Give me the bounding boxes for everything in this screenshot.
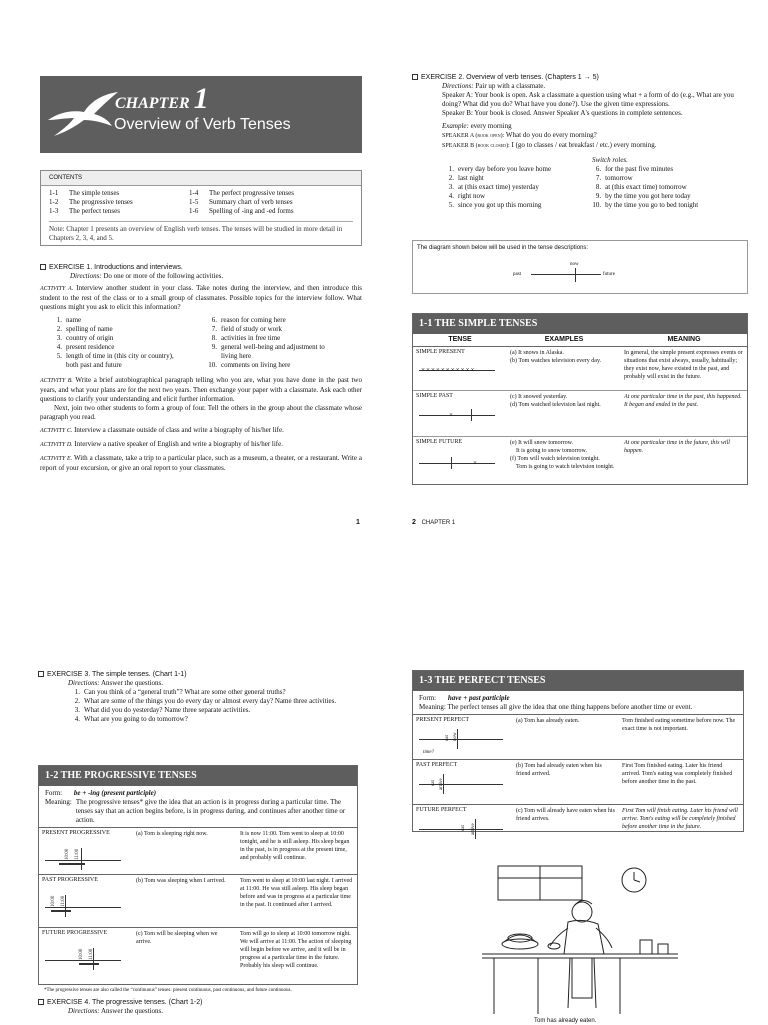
table-row: PRESENT PERFECT eat now time? (a) Tom has already eaten. Tom finished eating sometime before now. The exact time is not important.: [413, 714, 743, 759]
topic-item: 5. length of time in (this city or country), both past and future: [56, 352, 174, 369]
checkbox-icon[interactable]: [38, 671, 44, 677]
table-row: SIMPLE FUTURE × (e) It will snow tomorrow. It is going to snow tomorrow. (f) Tom will watch television tonight. Tom is going to watch television tonight. At one particular time in the future, this will happen.: [416, 439, 730, 470]
contents-box: [40, 170, 362, 246]
topic-item: 9. general well-being and adjustment to living here: [211, 343, 325, 360]
topic-item: 3. country of origin: [56, 334, 114, 342]
chart-title: 1-3 THE PERFECT TENSES: [413, 671, 743, 691]
contents-item: 1-6 Spelling of -ing and -ed forms: [189, 207, 294, 215]
question-item: 3. What did you do yesterday? Name three separate activities.: [74, 706, 251, 714]
diagram-caption: The diagram shown below will be used in the tense descriptions:: [417, 245, 589, 251]
contents-item: 1-1 The simple tenses: [49, 189, 120, 197]
page-1: CHAPTER 1 Overview of Verb Tenses CONTENTS 1-1 The simple tenses 1-2 The progressive tenses 1-3 The perfect tenses 1-4 The perfect progressive tenses 1-5 Summary chart of verb tenses 1-6 Spelling of -ing and -ed forms Note: Chapter 1 presents an overview of English verb tenses. The tenses will be studied in more detail in Chapters 2, 3, 4, and 5. EXERCISE 1. Introductions and interviews. Directions: Do one or more of the following activities. ACTIVITY A. Interview another student in your class. Take notes during the interview, and then introduce this student to the rest of the class or to a small group of classmates. Possible topics for the interview follow. What questions might you ask to elicit this information? 1. name 2. spelling of name 3. country of origin 4. present residence 5. length of time in (this city or country), both past and future 6. reason for coming here 7. field of study or work 8. activities in free time 9. general well-being and adjustment to living here 10. comments on living here ACTIVITY B. Write a brief autobiographical paragraph telling who you are, what you have done in the past two years, and what your plans are for the next two years. Then exchange your paper with a classmate. Ask each other questions to clarify your understanding and elicit further information. Next, join two other students to form a group of four. Tell the others in the group about the classmate whose paragraph you read. ACTIVITY C. Interview a classmate outside of class and write a biography of his/her life. ACTIVITY D. Interview a native speaker of English and write a biography of his/her life. ACTIVITY E. With a classmate, take a trip to a particular place, such as a museum, a theater, or a restaurant. Write a report of your excursion, or give an oral report to your classmates. 1: [0, 0, 384, 540]
topic-item: 2. spelling of name: [56, 325, 113, 333]
exercise-3-title: EXERCISE 3. The simple tenses. (Chart 1-1): [38, 670, 358, 679]
footnote: *The progressive tenses are also called the “continuous” tenses: present continuous, past continuous, and future continuous.: [44, 988, 292, 993]
speaker-b-instructions: Speaker B: Your book is closed. Answer Speaker A's questions in complete sentences.: [442, 109, 683, 117]
diagram-box: [412, 240, 748, 294]
checkbox-icon[interactable]: [40, 264, 46, 270]
list-item: 10. by the time you go to bed tonight: [592, 201, 699, 209]
col-header-tense: TENSE: [448, 336, 472, 343]
table-row: FUTURE PERFECT eat arrive (c) Tom will already have eaten when his friend arrives. First Tom will finish eating. Later his friend will arrive. Tom's eating will be completely finished before another time in the future.: [413, 804, 743, 850]
topic-item: 4. present residence: [56, 343, 115, 351]
list-item: 5. since you got up this morning: [448, 201, 542, 209]
list-item: 8. at (this exact time) tomorrow: [595, 183, 687, 191]
checkbox-icon[interactable]: [38, 999, 44, 1005]
col-header-meaning: MEANING: [667, 336, 701, 343]
contents-item: 1-5 Summary chart of verb tenses: [189, 198, 293, 206]
chart-1-3: 1-3 THE PERFECT TENSES Form: have + past participle Meaning: The perfect tenses all give the idea that one thing happens before another time or event. PRESENT PERFECT eat now time? (a) Tom has already eaten. Tom finished eating sometime before now. The exact time is not important. PAST PERFECT eat arrive (b) Tom had already eaten when his friend arrived. First Tom finished eating. Later his friend arrived. Tom's eating was completely finished before another time in the past. FUTURE PERFECT eat arrive (c) Tom will already have eaten when his friend arrives. First Tom will finish eating. Later his friend will arrive. Tom's eating will be completely finished before another time in the future.: [412, 670, 744, 832]
chart-title: 1-2 THE PROGRESSIVE TENSES: [39, 766, 357, 786]
exercise-4-title: EXERCISE 4. The progressive tenses. (Chart 1-2): [38, 998, 358, 1007]
chart-1-2: 1-2 THE PROGRESSIVE TENSES Form: be + -ing (present participle) Meaning: The progressive tenses* give the idea that an action is in progress during a particular time. The tenses say that an action begins before, is in progress during, and continues after another time or action. PRESENT PROGRESSIVE 10:00 11:00 (a) Tom is sleeping right now. It is now 11:00. Tom went to sleep at 10:00 tonight, and he is still asleep. His sleep began in the past, is in progress at the present time, and probably will continue. PAST PROGRESSIVE 10:00 11:00 (b) Tom was sleeping when I arrived. Tom went to sleep at 10:00 last night. I arrived at 11:00. He was still asleep. His sleep began before and was in progress at a particular time in the past. It continued after I arrived. FUTURE PROGRESSIVE 10:00 11:00 (c) Tom will be sleeping when we arrive. Tom will go to sleep at 10:00 tomorrow night. We will arrive at 11:00. The action of sleeping will begin before we arrive, and it will be in progress at a particular time in the future. Probably his sleep will continue.: [38, 765, 358, 985]
chart-title: 1-1 THE SIMPLE TENSES: [413, 314, 747, 334]
contents-item: 1-4 The perfect progressive tenses: [189, 189, 294, 197]
list-item: 4. right now: [448, 192, 486, 200]
table-row: PAST PERFECT eat arrive (b) Tom had already eaten when his friend arrived. First Tom finished eating. Later his friend arrived. Tom's eating was completely finished before another time in the past.: [413, 759, 743, 804]
table-row: SIMPLE PAST × (c) It snowed yesterday. (d) Tom watched television last night. At one particular time in the past, this happened. It began and ended in the past.: [413, 391, 747, 437]
topic-item: 6. reason for coming here: [211, 316, 286, 324]
table-row: PAST PROGRESSIVE 10:00 11:00 (b) Tom was sleeping when I arrived. Tom went to sleep at 10:00 last night. I arrived at 11:00. He was still asleep. His sleep began before and was in progress at a particular time in the past. It continued after I arrived.: [39, 874, 357, 927]
topic-item: 7. field of study or work: [211, 325, 283, 333]
illustration-caption: Tom has already eaten.: [534, 1018, 597, 1024]
list-item: 6. for the past five minutes: [595, 165, 674, 173]
question-item: 2. What are some of the things you do every day or almost every day? Name three activities.: [74, 697, 337, 705]
chapter-number: 1: [193, 82, 209, 115]
bird-icon: [46, 90, 120, 140]
chapter-banner: [40, 76, 362, 153]
contents-heading: CONTENTS: [41, 171, 361, 186]
contents-item: 1-2 The progressive tenses: [49, 198, 133, 206]
exercise-1-title: EXERCISE 1. Introductions and interviews.: [40, 263, 362, 272]
page-4: [384, 540, 768, 1024]
topic-item: 10. comments on living here: [208, 361, 291, 369]
table-row: SIMPLE PRESENT ××××××××××× (a) It snows in Alaska. (b) Tom watches television every day. In general, the simple present expresses events or situations that exist always, usually, habitually; they exist now, have existed in the past, and probably will exist in the future.: [413, 347, 747, 391]
topic-item: 8. activities in free time: [211, 334, 281, 342]
speaker-a-instructions: Speaker A: Your book is open. Ask a classmate a question using what + a form of do (e.g., What are you doing? What did you do? What have you done?). Use the given time expressions.: [442, 91, 734, 108]
list-item: 2. last night: [448, 174, 484, 182]
exercise-2-title: EXERCISE 2. Overview of verb tenses. (Chapters 1 → 5): [412, 73, 746, 82]
list-item: 7. tomorrow: [595, 174, 633, 182]
activity-b-followup: Next, join two other students to form a group of four. Tell the others in the group about the classmate whose paragraph you read.: [40, 404, 362, 421]
list-item: 3. at (this exact time) yesterday: [448, 183, 539, 191]
page-number: 1: [356, 519, 360, 526]
question-item: 1. Can you think of a “general truth”? What are some other general truths?: [74, 688, 286, 696]
page-2: EXERCISE 2. Overview of verb tenses. (Chapters 1 → 5) Directions: Pair up with a classmate. Speaker A: Your book is open. Ask a classmate a question using what + a form of do (e.g., What are you doing? What did you do? What have you done?). Use the given time expressions. Speaker B: Your book is closed. Answer Speaker A's questions in complete sentences. Example: every morning SPEAKER A (book open): What do you do every morning? SPEAKER B (book closed): I (go to classes / eat breakfast / etc.) every morning. Switch roles. 1. every day before you leave home 2. last night 3. at (this exact time) yesterday 4. right now 5. since you got up this morning 6. for the past five minutes 7. tomorrow 8. at (this exact time) tomorrow 9. by the time you got here today 10. by the time you go to bed tonight The diagram shown below will be used in the tense descriptions: now past future 1-1 THE SIMPLE TENSES TENSE EXAMPLES MEANING SIMPLE PRESENT ××××××××××× (a) It snows in Alaska. (b) Tom watches television every day. In general, the simple present expresses events or situations that exist always, usually, habitually; they exist now, have existed in the past, and probably will exist in the future. SIMPLE PAST × (c) It snowed yesterday. (d) Tom watched television last night. At one particular time in the past, this happened. It began and ended in the past. SIMPLE FUTURE × (e) It will snow tomorrow. It is going to snow tomorrow. (f) Tom will watch television tonight. Tom is going to watch television tonight. At one particular time in the future, this will happen. 2 CHAPTER 1: [384, 0, 768, 540]
switch-roles: Switch roles.: [592, 156, 628, 164]
list-item: 1. every day before you leave home: [448, 165, 552, 173]
col-header-examples: EXAMPLES: [544, 336, 584, 343]
chart-1-1: [412, 313, 748, 485]
running-head: CHAPTER 1: [421, 520, 456, 526]
chapter-title: Overview of Verb Tenses: [114, 116, 291, 133]
contents-note: Note: Chapter 1 presents an overview of English verb tenses. The tenses will be studied in more detail in Chapters 2, 3, 4, and 5.: [49, 221, 353, 243]
chapter-label: CHAPTER: [115, 95, 190, 112]
contents-item: 1-3 The perfect tenses: [49, 207, 120, 215]
question-item: 4. What are you going to do tomorrow?: [74, 715, 188, 723]
page-number: 2: [412, 519, 416, 526]
timeline-diagram: now past future: [513, 263, 633, 287]
list-item: 9. by the time you got here today: [595, 192, 691, 200]
table-row: PRESENT PROGRESSIVE 10:00 11:00 (a) Tom is sleeping right now. It is now 11:00. Tom went to sleep at 10:00 tonight, and he is still asleep. His sleep began in the past, is in progress at the present time, and probably will continue.: [39, 827, 357, 874]
kitchen-illustration: [480, 858, 680, 1014]
checkbox-icon[interactable]: [412, 74, 418, 80]
table-row: FUTURE PROGRESSIVE 10:00 11:00 (c) Tom will be sleeping when we arrive. Tom will go to sleep at 10:00 tomorrow night. We will arrive at 11:00. The action of sleeping will begin before we arrive, and it will be in progress at a particular time in the future. Probably his sleep will continue.: [39, 927, 357, 986]
page-3: EXERCISE 3. The simple tenses. (Chart 1-1) Directions: Answer the questions. 1. Can you think of a “general truth”? What are some other general truths? 2. What are some of the things you do every day or almost every day? Name three activities. 3. What did you do yesterday? Name three separate activities. 4. What are you going to do tomorrow? 1-2 THE PROGRESSIVE TENSES Form: be + -ing (present participle) Meaning: The progressive tenses* give the idea that an action is in progress during a particular time. The tenses say that an action begins before, is in progress during, and continues after another time or action. PRESENT PROGRESSIVE 10:00 11:00 (a) Tom is sleeping right now. It is now 11:00. Tom went to sleep at 10:00 tonight, and he is still asleep. His sleep began in the past, is in progress at the present time, and probably will continue. PAST PROGRESSIVE 10:00 11:00 (b) Tom was sleeping when I arrived. Tom went to sleep at 10:00 last night. I arrived at 11:00. He was still asleep. His sleep began before and was in progress at a particular time in the past. It continued after I arrived. FUTURE PROGRESSIVE 10:00 11:00 (c) Tom will be sleeping when we arrive. Tom will go to sleep at 10:00 tomorrow night. We will arrive at 11:00. The action of sleeping will begin before we arrive, and it will be in progress at a particular time in the future. Probably his sleep will continue. *The progressive tenses are also called the “continuous” tenses: present continuous, past continuous, and future continuous. EXERCISE 4. The progressive tenses. (Chart 1-2) Directions: Answer the questions.: [0, 540, 384, 1024]
topic-item: 1. name: [56, 316, 82, 324]
